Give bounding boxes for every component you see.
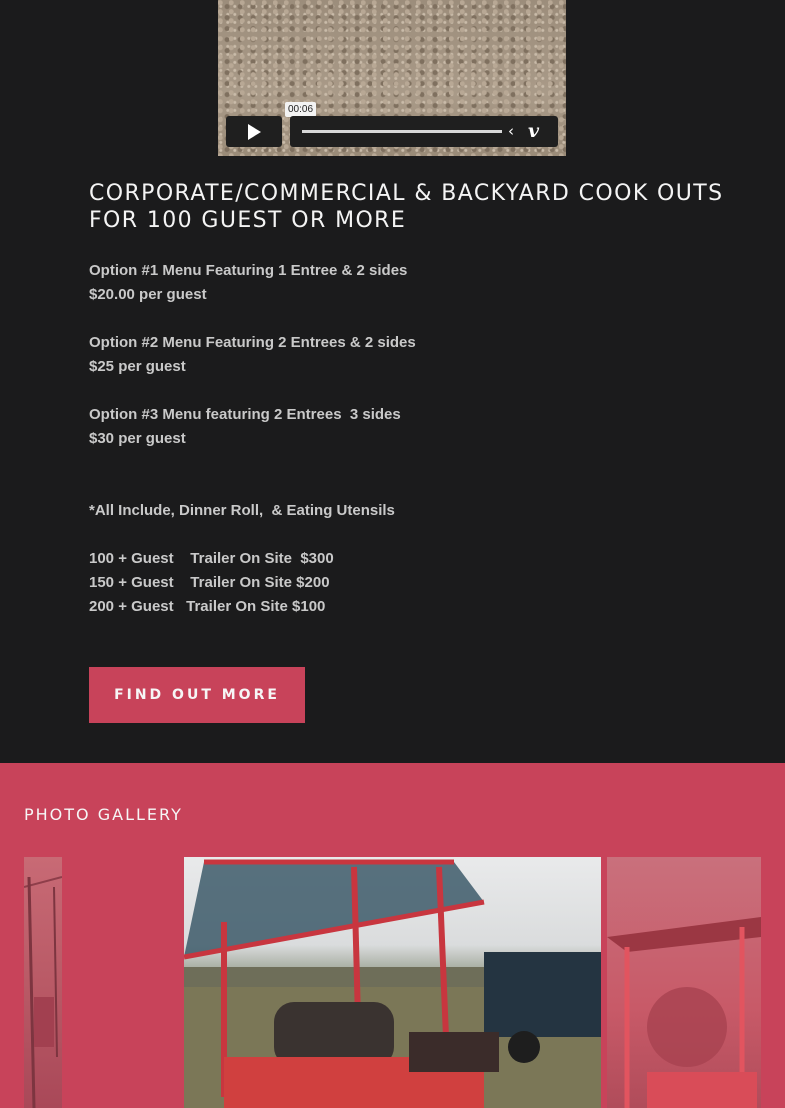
gallery-photo-smoker-trailer <box>184 857 601 1108</box>
menu-line <box>89 379 689 403</box>
find-out-more-button[interactable]: FIND OUT MORE <box>89 667 305 723</box>
menu-line: Option #2 Menu Featuring 2 Entrees & 2 sides <box>89 334 416 351</box>
gallery-photo-main[interactable] <box>184 857 601 1108</box>
menu-line: 150 + Guest Trailer On Site $200 <box>89 574 330 591</box>
progress-bar[interactable] <box>302 130 502 133</box>
menu-line: $30 per guest <box>89 430 186 447</box>
gallery-thumb-previous[interactable] <box>24 857 62 1108</box>
play-icon <box>246 123 262 141</box>
menu-line: $20.00 per guest <box>89 286 207 303</box>
menu-line: Option #1 Menu Featuring 1 Entree & 2 sides <box>89 262 408 279</box>
menu-line: $25 per guest <box>89 358 186 375</box>
section-title: CORPORATE/COMMERCIAL & BACKYARD COOK OUTS FOR 100 GUEST OR MORE <box>89 181 724 233</box>
video-player[interactable] <box>218 0 566 156</box>
vimeo-icon[interactable]: v <box>528 120 540 142</box>
menu-line: *All Include, Dinner Roll, & Eating Utensils <box>89 502 395 519</box>
gallery-photo-next <box>607 857 761 1108</box>
menu-line: Option #3 Menu featuring 2 Entrees 3 sides <box>89 406 401 423</box>
gallery-photo-previous <box>24 857 62 1108</box>
menu-line <box>89 451 689 475</box>
video-controls <box>290 116 558 147</box>
menu-line: 100 + Guest Trailer On Site $300 <box>89 550 334 567</box>
gallery-thumb-next[interactable] <box>607 857 761 1108</box>
menu-line <box>89 307 689 331</box>
time-tooltip: 00:06 <box>285 102 316 117</box>
menu-line: 200 + Guest Trailer On Site $100 <box>89 598 326 615</box>
menu-line <box>89 523 689 547</box>
menu-options <box>89 259 689 619</box>
volume-icon[interactable]: ‹ <box>508 122 514 140</box>
menu-line <box>89 475 689 499</box>
photo-gallery <box>0 763 785 1108</box>
gallery-title: PHOTO GALLERY <box>24 805 183 824</box>
play-button[interactable] <box>226 116 282 147</box>
